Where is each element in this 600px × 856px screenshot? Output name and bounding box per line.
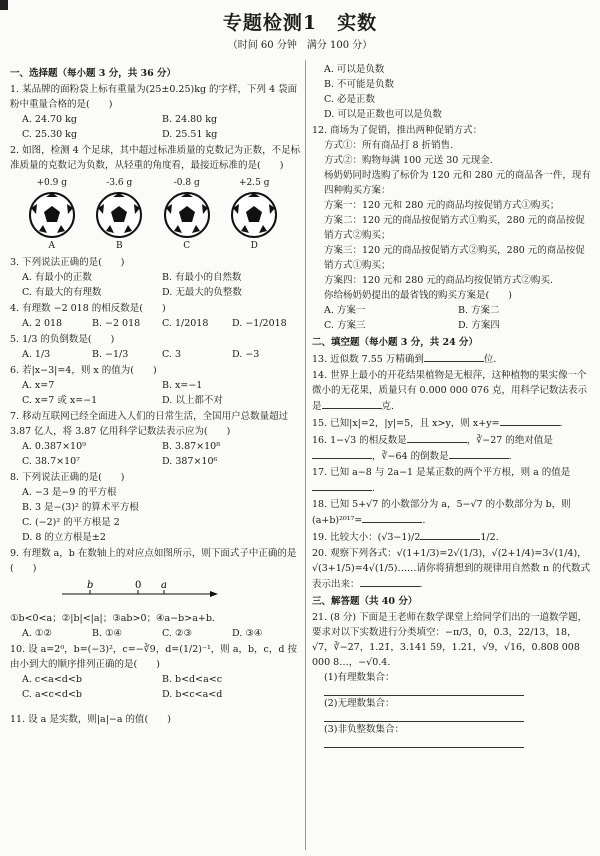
soccer-ball-icon [162, 191, 212, 239]
option-b: B. x=−1 [162, 380, 203, 391]
option-c: C. 3 [162, 349, 182, 360]
option-d: D. 方案四 [458, 320, 500, 331]
option-d: D. 无最大的负整数 [162, 287, 242, 298]
option-d: D. ③④ [232, 628, 263, 639]
question-statements: ①b<0<a；②|b|<|a|；③ab>0；④a−b>a+b. [10, 613, 215, 624]
option-d: D. −3 [232, 349, 260, 360]
answer-blank[interactable] [407, 432, 467, 443]
ball-label: D [250, 241, 258, 251]
option-c: C. 1/2018 [162, 318, 209, 329]
plan-line: 方案一：120 元和 280 元的商品均按促销方式①购买； [324, 200, 560, 211]
plan-line: 方案三：120 元的商品按促销方式②购买，280 元的商品按促销方式①购买； [324, 245, 585, 271]
question-stem: 8. 下列说法正确的是( ) [10, 472, 125, 483]
section-fill-heading: 二、填空题（每小题 3 分，共 24 分） [312, 337, 479, 348]
answer-blank[interactable] [322, 398, 382, 409]
page-subtitle: （时间 60 分钟 满分 100 分） [227, 40, 373, 51]
option-c: C. 有最大的有理数 [22, 287, 102, 298]
answer-blank[interactable] [360, 576, 420, 587]
ball-label: B [115, 241, 123, 251]
option-a: A. 方案一 [324, 305, 366, 316]
question-13 [312, 351, 592, 367]
question-stem: 15. 已知|x|=2，|y|=5，且 x>y，则 x+y= [312, 418, 500, 429]
answer-blank[interactable] [500, 415, 560, 426]
soccer-balls-figure [18, 176, 288, 254]
question-stem: 13. 近似数 7.55 万精确到 [312, 354, 424, 365]
question-stem: 6. 若|x−3|=4，则 x 的值为( ) [10, 365, 157, 376]
question-7 [10, 409, 302, 469]
question-stem: 5. 1/3 的负倒数是( ) [10, 334, 115, 345]
question-stem: 3. 下列说法正确的是( ) [10, 257, 125, 268]
answer-blank[interactable] [449, 448, 509, 459]
option-a: A. 有最小的正数 [22, 272, 92, 283]
option-c: C. 方案三 [324, 320, 366, 331]
question-11 [10, 712, 302, 727]
question-stem: 17. 已知 a−8 与 2a−1 是某正数的两个平方根，则 a 的值是 [312, 467, 571, 478]
ball-weight: +0.9 g [36, 178, 67, 188]
question-stem: 1. 某品牌的面粉袋上标有重量为(25±0.25)kg 的字样，下列 4 袋面粉中重量合格的是( ) [10, 84, 298, 110]
ball-label: C [183, 241, 191, 251]
option-a: A. 2 018 [22, 318, 63, 329]
option-d: D. b<c<a<d [162, 689, 223, 700]
option-c: C. a<c<d<b [22, 689, 82, 700]
question-tail: . [419, 579, 423, 590]
right-column [312, 62, 592, 748]
question-mid: ，∛−64 的倒数是 [372, 451, 449, 462]
ball-label: A [48, 241, 55, 251]
question-4 [10, 301, 302, 331]
question-stem: 10. 设 a=2⁰，b=(−3)²，c=−∛9，d=(1/2)⁻¹，则 a，b，c，d 按由小到大的顺序排列正确的是( ) [10, 644, 297, 670]
option-b: B. 有最小的自然数 [162, 272, 242, 283]
option-d: D. 387×10⁶ [162, 456, 218, 467]
question-stem: 20. 观察下列各式：√(1+1/3)=2√(1/3)，√(2+1/4)=3√(1/4)，√(3+1/5)=4√(1/5)……请你将猜想到的规律用自然数 n 的代数式表示出来： [312, 548, 591, 590]
option-d: D. −1/2018 [232, 318, 287, 329]
axis-label-a: a [161, 580, 167, 591]
promo-line: 方式②：购物每满 100 元送 30 元现金. [324, 155, 493, 166]
option-b: B. 24.80 kg [162, 114, 218, 125]
option-b: B. 3.87×10⁸ [162, 441, 221, 452]
question-stem: 11. 设 a 是实数，则|a|−a 的值( ) [10, 714, 171, 725]
answer-blank[interactable] [424, 351, 484, 362]
soccer-ball-icon [94, 191, 144, 239]
question-prompt: 你给杨奶奶提出的最省钱的购买方案是( ) [324, 290, 512, 301]
question-tail: . [508, 451, 512, 462]
nonnegative-integer-set: (3)非负整数集合： [324, 722, 592, 748]
question-stem: 16. 1−√3 的相反数是 [312, 435, 407, 446]
question-11-options [312, 62, 592, 122]
axis-label-0: 0 [135, 580, 142, 591]
column-divider [305, 60, 306, 850]
question-stem: 19. 比较大小：(√3−1)/2 [312, 532, 421, 543]
plan-line: 方案四：120 元和 280 元的商品均按促销方式②购买. [324, 275, 553, 286]
answer-blank[interactable] [324, 711, 524, 722]
answer-blank[interactable] [324, 737, 524, 748]
question-stem: 21. (8 分) 下面是王老师在数学课堂上给同学们出的一道数学题，要求对以下实数进行分类填空：−π/3，0，0.3̇，22/13，18，√7，∛−27，1.2̇1̇，3.141 59，1.21，√9，√16，0.808 008 000 8…，−√0.4. [312, 612, 588, 668]
question-tail: 1/2. [480, 532, 499, 543]
promo-line: 方式①：所有商品打 8 折销售. [324, 140, 454, 151]
soccer-ball-icon [27, 191, 77, 239]
question-stem: 7. 移动互联网已经全面进入人们的日常生活，全国用户总数量超过 3.87 亿人，将 3.87 亿用科学记数法表示应为( ) [10, 411, 289, 437]
axis-label-b: b [87, 580, 94, 591]
option-c: C. ②③ [162, 628, 193, 639]
question-10 [10, 642, 302, 702]
question-tail: . [559, 418, 563, 429]
option-b: B. 方案二 [458, 305, 500, 316]
option-b: B. ①④ [92, 628, 123, 639]
number-line-figure [60, 580, 220, 602]
question-1 [10, 82, 302, 142]
section-choice-heading: 一、选择题（每小题 3 分，共 36 分） [10, 68, 177, 79]
answer-blank[interactable] [362, 512, 422, 523]
option-c: C. 25.30 kg [22, 129, 78, 140]
question-15 [312, 415, 592, 431]
page-title: 专题检测1 实数 [222, 12, 378, 34]
answer-blank[interactable] [312, 480, 372, 491]
option-d: D. 可以是正数也可以是负数 [324, 109, 442, 120]
question-3 [10, 255, 302, 300]
option-c: C. (−2)² 的平方根是 2 [22, 517, 120, 528]
ball-c [162, 176, 212, 254]
question-14 [312, 368, 592, 414]
question-mid: ，∛−27 的绝对值是 [466, 435, 553, 446]
ball-weight: -3.6 g [106, 178, 133, 188]
option-a: A. c<a<d<b [22, 674, 82, 685]
question-tail: 位. [483, 354, 497, 365]
left-column [10, 64, 302, 727]
question-12 [312, 123, 592, 333]
option-b: B. b<d<a<c [162, 674, 223, 685]
option-b: B. −1/3 [92, 349, 129, 360]
option-c: C. 38.7×10⁷ [22, 456, 80, 467]
question-tail: 克. [381, 401, 395, 412]
option-d: D. 以上都不对 [162, 395, 223, 406]
question-stem: 12. 商场为了促销，推出两种促销方式： [312, 125, 483, 136]
question-stem: 4. 有理数 −2 018 的相反数是( ) [10, 303, 166, 314]
option-d: D. 25.51 kg [162, 129, 218, 140]
question-21 [312, 610, 592, 748]
answer-blank[interactable] [324, 685, 524, 696]
section-answer-heading: 三、解答题（共 40 分） [312, 596, 418, 607]
ball-a [27, 176, 77, 254]
question-16 [312, 432, 592, 464]
question-20 [312, 546, 592, 592]
option-c: C. x=7 或 x=−1 [22, 395, 98, 406]
option-b: B. 3 是−(3)² 的算术平方根 [22, 502, 139, 513]
ball-weight: -0.8 g [173, 178, 200, 188]
ball-weight: +2.5 g [239, 178, 270, 188]
question-8 [10, 470, 302, 545]
question-stem: 18. 已知 5+√7 的小数部分为 a，5−√7 的小数部分为 b，则(a+b)²⁰¹⁷= [312, 499, 571, 526]
answer-blank[interactable] [312, 448, 372, 459]
question-5 [10, 332, 302, 362]
question-stem: 14. 世界上最小的开花结果植物是无根萍，这种植物的果实像一个微小的无花果，质量只有 0.000 000 076 克，用科学记数法表示是 [312, 370, 588, 412]
option-b: B. 不可能是负数 [324, 79, 395, 90]
option-a: A. 可以是负数 [324, 64, 385, 75]
promo-line: 杨奶奶同时选购了标价为 120 元和 280 元的商品各一件，现有四种购买方案： [324, 170, 591, 196]
ball-d [229, 176, 279, 254]
option-a: A. 1/3 [22, 349, 51, 360]
question-6 [10, 363, 302, 408]
option-a: A. 0.387×10⁹ [22, 441, 86, 452]
ball-b [94, 176, 144, 254]
answer-blank[interactable] [420, 529, 480, 540]
rational-set: (1)有理数集合： [324, 670, 592, 696]
option-c: C. 必是正数 [324, 94, 375, 105]
question-tail: . [422, 515, 426, 526]
question-stem: 2. 如图，检测 4 个足球，其中超过标准质量的克数记为正数，不足标准质量的克数记为负数，从轻重的角度看，最接近标准的是( ) [10, 145, 301, 171]
plan-line: 方案二：120 元的商品按促销方式①购买，280 元的商品按促销方式②购买； [324, 215, 585, 241]
irrational-set: (2)无理数集合： [324, 696, 592, 722]
question-9 [10, 546, 302, 641]
option-b: B. −2 018 [92, 318, 141, 329]
question-tail: . [372, 483, 376, 494]
question-19 [312, 529, 592, 545]
option-d: D. 8 的立方根是±2 [22, 532, 106, 543]
option-a: A. −3 是−9 的平方根 [22, 487, 117, 498]
question-17 [312, 465, 592, 496]
option-a: A. ①② [22, 628, 52, 639]
soccer-ball-icon [229, 191, 279, 239]
question-stem: 9. 有理数 a，b 在数轴上的对应点如图所示，则下面式子中正确的是( ) [10, 548, 297, 574]
option-a: A. x=7 [22, 380, 55, 391]
question-18 [312, 497, 592, 528]
question-2 [10, 143, 302, 254]
option-a: A. 24.70 kg [22, 114, 77, 125]
